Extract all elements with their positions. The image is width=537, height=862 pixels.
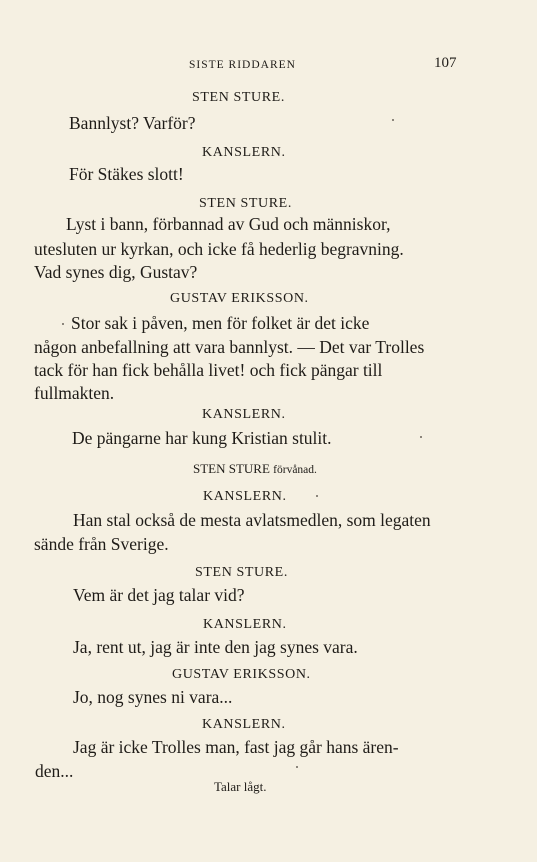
dialogue-line: tack för han fick behålla livet! och fick pängar till — [34, 360, 383, 380]
stage-direction: Talar lågt. — [214, 779, 267, 794]
dialogue-line: Vad synes dig, Gustav? — [34, 262, 198, 282]
speaker-name: KANSLERN. — [203, 489, 287, 504]
paper-speck — [420, 436, 422, 438]
page-number: 107 — [434, 55, 457, 71]
speaker-name: KANSLERN. — [202, 145, 286, 160]
dialogue-line: sände från Sverige. — [34, 534, 169, 554]
speaker-name: KANSLERN. — [202, 407, 286, 422]
dialogue-line: Jo, nog synes ni vara... — [73, 687, 233, 707]
speaker-name: STEN STURE. — [192, 90, 285, 105]
dialogue-line: Vem är det jag talar vid? — [73, 585, 245, 605]
paper-speck — [296, 766, 298, 768]
dialogue-line: Ja, rent ut, jag är inte den jag synes vara. — [73, 637, 358, 657]
dialogue-line: För Stäkes slott! — [69, 164, 184, 184]
speaker-name: GUSTAV ERIKSSON. — [172, 667, 311, 682]
running-title: SISTE RIDDAREN — [189, 59, 296, 71]
dialogue-line: Lyst i bann, förbannad av Gud och människor, — [66, 214, 391, 234]
speaker-name: KANSLERN. — [202, 717, 286, 732]
dialogue-line: fullmakten. — [34, 383, 115, 403]
dialogue-line: någon anbefallning att vara bannlyst. — Det var Trolles — [34, 337, 425, 357]
dialogue-line: Stor sak i påven, men för folket är det icke — [71, 313, 370, 333]
stage-direction — [193, 461, 317, 477]
speaker-name: STEN STURE. — [195, 565, 288, 580]
dialogue-line: Han stal också de mesta avlatsmedlen, som legaten — [73, 510, 431, 530]
direction-text: förvånad. — [273, 464, 317, 476]
dialogue-line: utesluten ur kyrkan, och icke få hederlig begravning. — [34, 239, 404, 259]
speaker-name: KANSLERN. — [203, 617, 287, 632]
paper-speck — [392, 119, 394, 121]
dialogue-line: De pängarne har kung Kristian stulit. — [72, 428, 332, 448]
dialogue-line: Jag är icke Trolles man, fast jag går hans ären- — [73, 737, 399, 757]
paper-speck — [316, 495, 318, 497]
speaker-name: GUSTAV ERIKSSON. — [170, 291, 309, 306]
speaker-name: STEN STURE — [193, 461, 270, 476]
speaker-name: STEN STURE. — [199, 196, 292, 211]
dialogue-line: Bannlyst? Varför? — [69, 113, 196, 133]
dialogue-line: den... — [35, 761, 74, 781]
paper-speck — [62, 323, 64, 325]
